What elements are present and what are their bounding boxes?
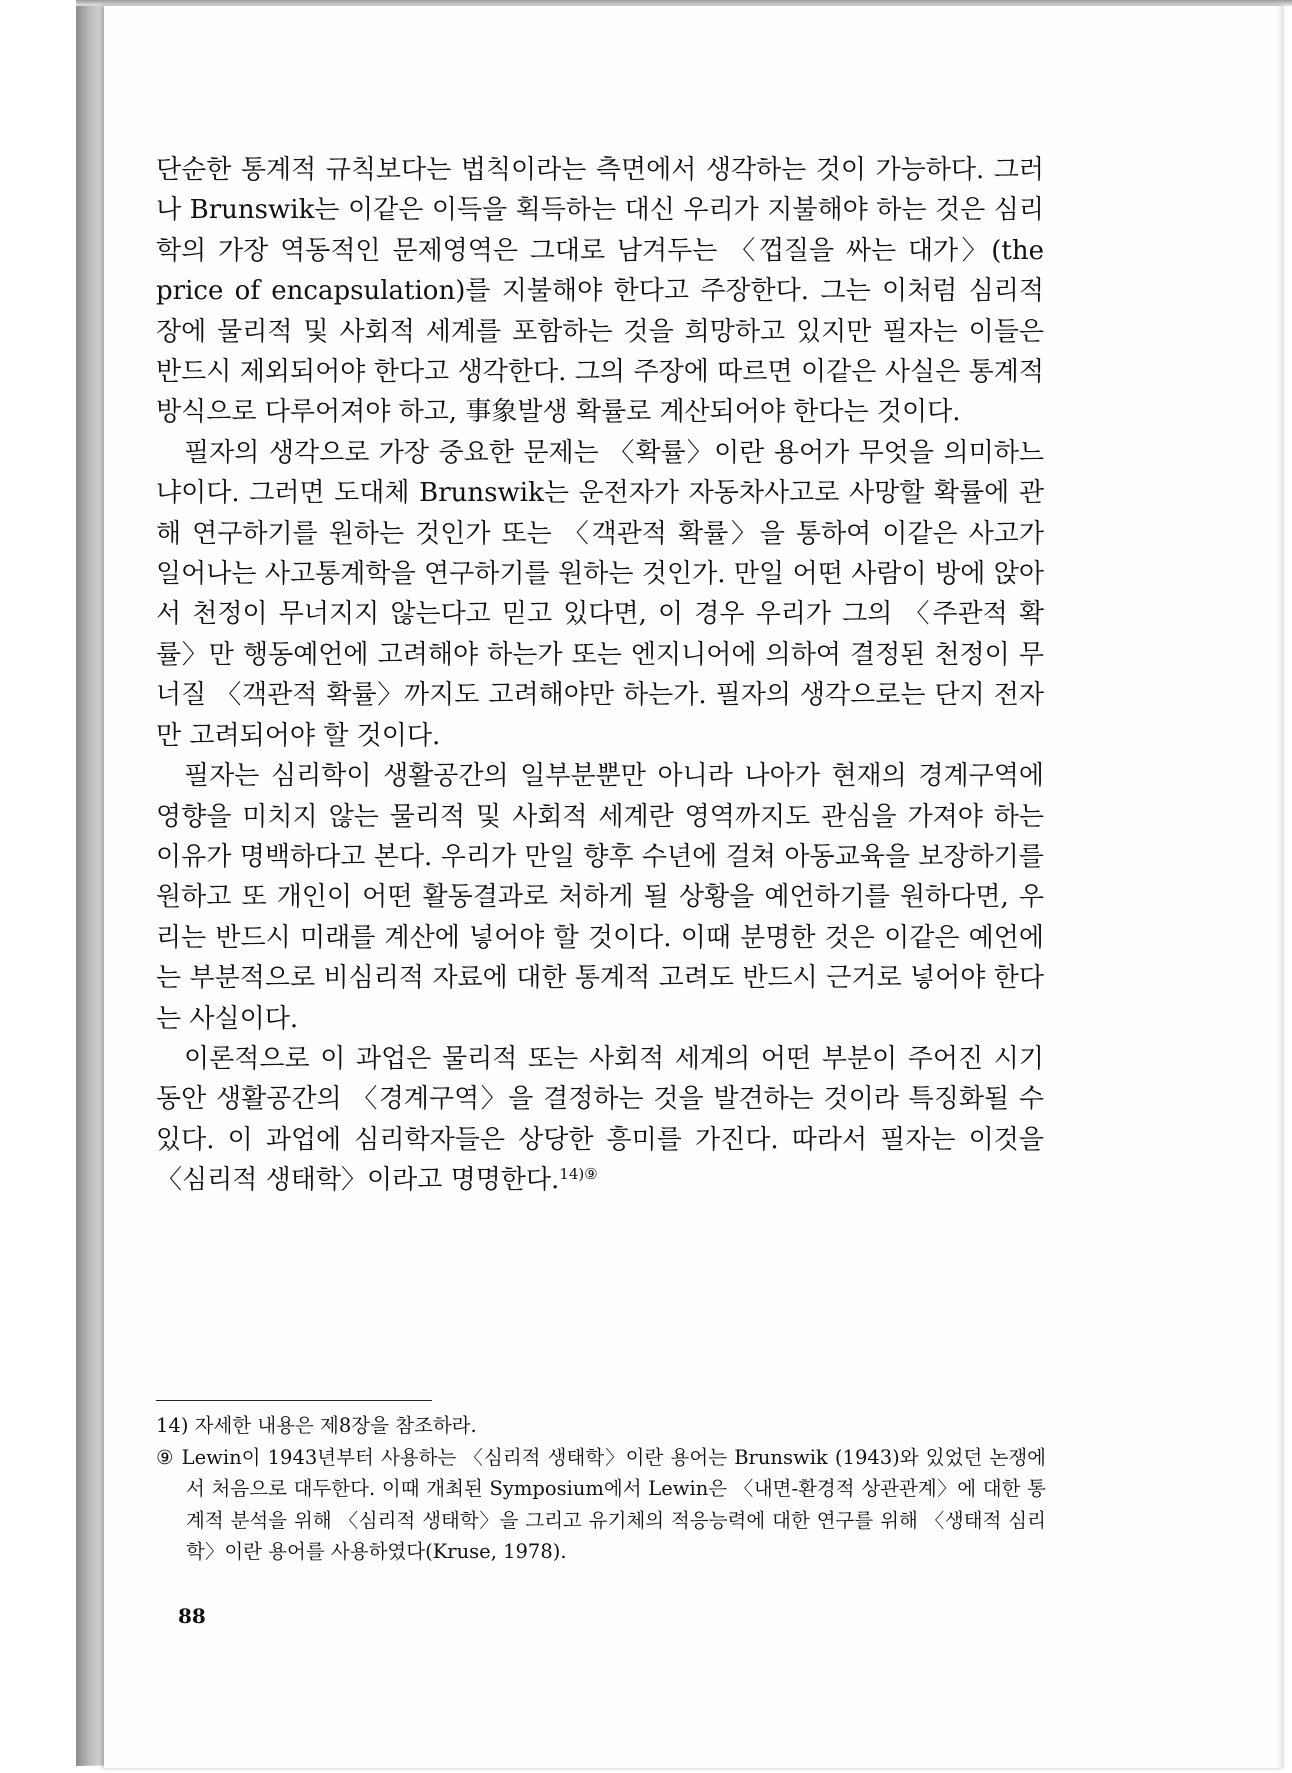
page-number: 88 [178, 1604, 206, 1628]
footnote-text: 자세한 내용은 제8장을 참조하라. [194, 1414, 477, 1437]
footnote-reference: 14)⑨ [559, 1165, 598, 1184]
footnote-marker: 14) [156, 1414, 189, 1437]
paragraph-4 [156, 1039, 1044, 1201]
paragraph-1: 단순한 통계적 규칙보다는 법칙이라는 측면에서 생각하는 것이 가능하다. 그러나 Brunswik는 이같은 이득을 획득하는 대신 우리가 지불해야 하는 것은 심리학의 가장 역동적인 문제영역은 그대로 남겨두는 〈껍질을 싸는 대가〉(the price of encapsulation)를 지불해야 한다고 주장한다. 그는 이처럼 심리적 장에 물리적 및 사회적 세계를 포함하는 것을 희망하고 있지만 필자는 이들은 반드시 제외되어야 한다고 생각한다. 그의 주장에 따르면 이같은 사실은 통계적 방식으로 다루어져야 하고, 事象발생 확률로 계산되어야 한다는 것이다. [156, 155, 1044, 428]
paragraph-2: 필자의 생각으로 가장 중요한 문제는 〈확률〉이란 용어가 무엇을 의미하느냐이다. 그러면 도대체 Brunswik는 운전자가 자동차사고로 사망할 확률에 관해 연구하기를 원하는 것인가 또는 〈객관적 확률〉을 통하여 이같은 사고가 일어나는 사고통계학을 연구하기를 원하는 것인가. 만일 어떤 사람이 방에 앉아서 천정이 무너지지 않는다고 믿고 있다면, 이 경우 우리가 그의 〈주관적 확률〉만 행동예언에 고려해야 하는가 또는 엔지니어에 의하여 결정된 천정이 무너질 〈객관적 확률〉까지도 고려해야만 하는가. 필자의 생각으로는 단지 전자만 고려되어야 할 것이다. [156, 437, 1044, 751]
paragraph-3: 필자는 심리학이 생활공간의 일부분뿐만 아니라 나아가 현재의 경계구역에 영향을 미치지 않는 물리적 및 사회적 세계란 영역까지도 관심을 가져야 하는 이유가 명백하다고 본다. 우리가 만일 향후 수년에 걸쳐 아동교육을 보장하기를 원하고 또 개인이 어떤 활동결과로 처하게 될 상황을 예언하기를 원하다면, 우리는 반드시 미래를 계산에 넣어야 할 것이다. 이때 분명한 것은 이같은 예언에는 부분적으로 비심리적 자료에 대한 통계적 고려도 반드시 근거로 넣어야 한다는 사실이다. [156, 761, 1044, 1034]
footnote-text: Lewin이 1943년부터 사용하는 〈심리적 생태학〉이란 용어는 Brunswik (1943)와 있었던 논쟁에서 처음으로 대두한다. 이때 개최된 Symposium에서 Lewin은 〈내면-환경적 상관관계〉에 대한 통계적 분석을 위해 〈심리적 생태학〉을 그리고 유기체의 적응능력에 대한 연구를 위해 〈생태적 심리학〉이란 용어를 사용하였다(Kruse, 1978). [181, 1445, 1046, 1563]
footnote-divider [156, 1400, 432, 1401]
page-right-edge [1276, 6, 1284, 1768]
paragraph-4-text: 이론적으로 이 과업은 물리적 또는 사회적 세계의 어떤 부분이 주어진 시기동안 생활공간의 〈경계구역〉을 결정하는 것을 발견하는 것이라 특징화될 수 있다. 이 과업에 심리학자들은 상당한 흥미를 가진다. 따라서 필자는 이것을 〈심리적 생태학〉이라고 명명한다. [156, 1043, 1044, 1196]
footnote-14 [156, 1410, 1046, 1442]
body-text [156, 150, 1044, 1201]
footnote-marker: ⑨ [156, 1445, 175, 1469]
footnotes [156, 1410, 1046, 1568]
footnote-9 [156, 1442, 1046, 1568]
